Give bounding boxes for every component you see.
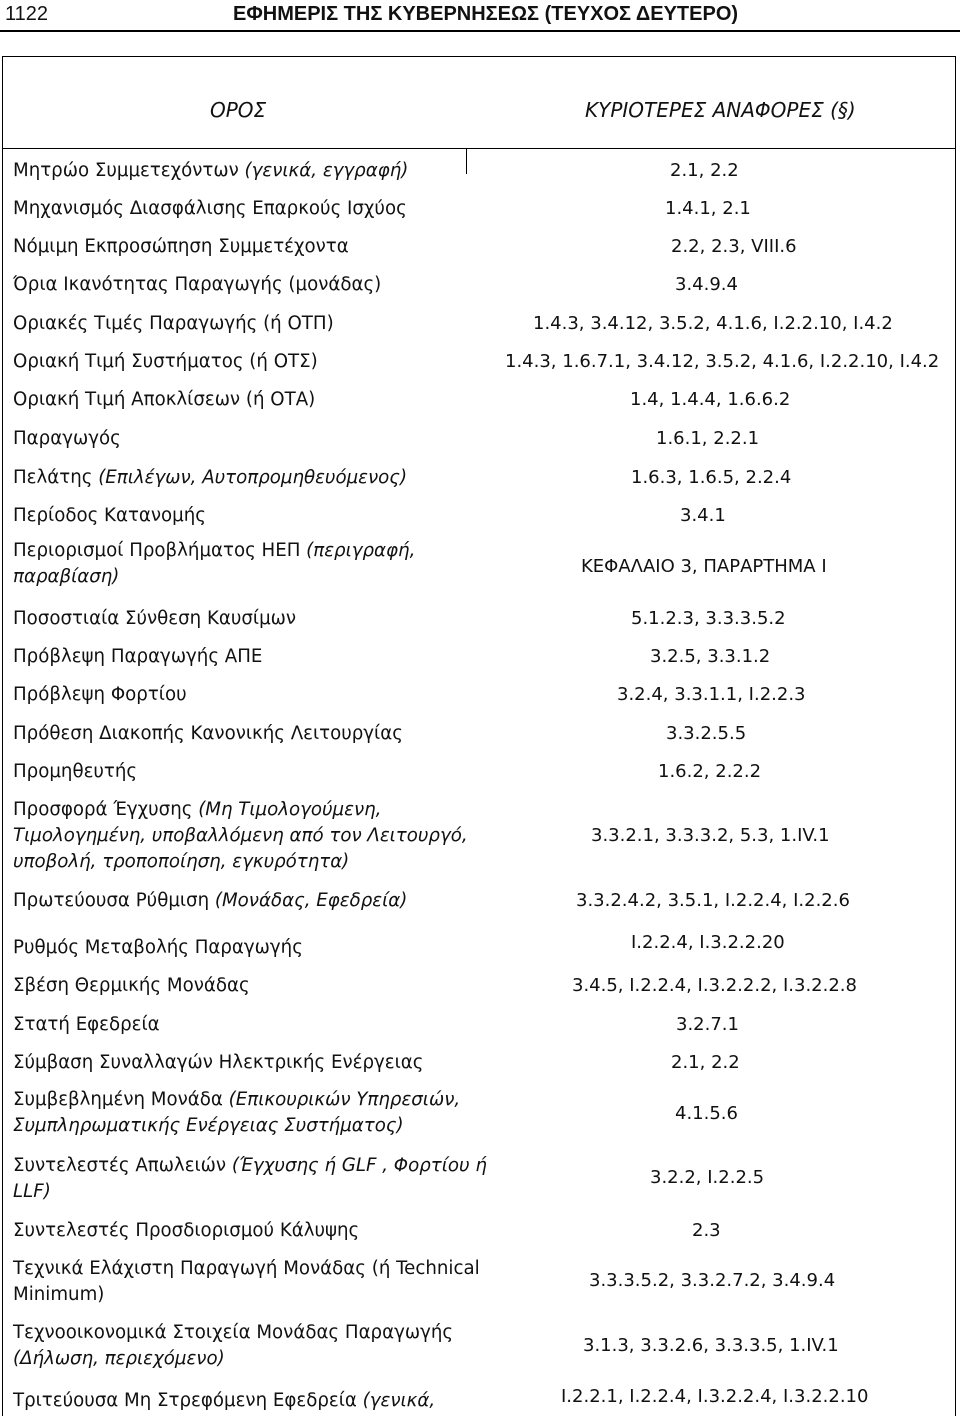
term-cell [13,1050,463,1076]
gazette-title: ΕΦΗΜΕΡΙΣ ΤΗΣ ΚΥΒΕΡΝΗΣΕΩΣ (ΤΕΥΧΟΣ ΔΕΥΤΕΡΟ) [233,3,739,25]
term-italic-text: (γενικά, [362,1390,436,1411]
term-text: Μηχανισμός Διασφάλισης Επαρκούς Ισχύος [13,198,407,219]
references-cell: 3.2.4, 3.3.1.1, I.2.2.3 [617,684,806,705]
references-cell: 1.6.3, 1.6.5, 2.2.4 [631,467,792,488]
term-italic-text: παραβίαση) [13,566,120,587]
term-cell [13,888,463,914]
term-text: Μητρώο Συμμετεχόντων [13,160,245,181]
references-cell: 2.1, 2.2 [671,1052,740,1073]
column-header-references: ΚΥΡΙΟΤΕΡΕΣ ΑΝΑΦΟΡΕΣ (§) [585,98,856,122]
term-italic-text: (Μονάδας, Εφεδρεία) [214,890,408,911]
term-cell [13,234,463,260]
references-cell: ΚΕΦΑΛΑΙΟ 3, ΠΑΡΑΡΤΗΜΑ Ι [581,556,827,577]
term-cell [13,272,463,298]
term-cell [13,311,463,337]
references-cell: 3.4.1 [680,505,726,526]
term-cell [13,973,463,999]
term-cell [13,759,463,785]
term-cell [13,1388,463,1414]
term-italic-text: υποβολή, τροποποίηση, εγκυρότητα) [13,851,350,872]
term-cell [13,1218,463,1244]
term-cell [13,797,468,875]
term-text: Περίοδος Κατανομής [13,505,206,526]
term-text: Ποσοστιαία Σύνθεση Καυσίμων [13,608,297,629]
references-cell: 2.2, 2.3, VIII.6 [671,236,797,257]
term-text: Συντελεστές Απωλειών [13,1155,232,1176]
term-italic-text: (Επικουρικών Υπηρεσιών, [228,1089,461,1110]
term-cell [13,503,463,529]
term-cell [13,606,463,632]
term-italic-text: (Επιλέγων, Αυτοπρομηθευόμενος) [98,467,408,488]
term-text: Προμηθευτής [13,761,138,782]
references-cell: 5.1.2.3, 3.3.3.5.2 [631,608,786,629]
term-cell [13,1256,480,1308]
term-cell [13,1012,463,1038]
term-italic-text: (Μη Τιμολογούμενη, [198,799,382,820]
term-cell [13,538,463,590]
references-cell: 3.4.9.4 [675,274,738,295]
term-cell [13,644,463,670]
term-cell [13,721,463,747]
references-cell: 1.4, 1.4.4, 1.6.6.2 [630,389,791,410]
term-text: Τεχνοοικονομικά Στοιχεία Μονάδας Παραγωγής [13,1322,454,1343]
term-text: Πρόβλεψη Παραγωγής ΑΠΕ [13,646,263,667]
term-text: Συμβεβλημένη Μονάδα [13,1089,229,1110]
references-cell: 2.3 [692,1220,721,1241]
references-cell: 3.3.2.5.5 [666,723,747,744]
references-cell: 1.4.1, 2.1 [665,198,751,219]
term-italic-text: Τιμολογημένη, υποβαλλόμενη από τον Λειτουργό, [13,825,468,846]
term-text: Οριακή Τιμή Συστήματος (ή ΟΤΣ) [13,351,318,372]
term-text: Minimum) [13,1284,105,1305]
references-cell: 3.3.2.1, 3.3.3.2, 5.3, 1.IV.1 [591,825,830,846]
term-italic-text: (γενικά, εγγραφή) [244,160,409,181]
term-italic-text: (Δήλωση, περιεχόμενο) [13,1348,225,1369]
term-italic-text: Συμπληρωματικής Ενέργειας Συστήματος) [13,1115,404,1136]
term-cell [13,196,463,222]
page-header [0,0,960,32]
term-cell [13,158,463,184]
term-text: Περιορισμοί Προβλήματος ΗΕΠ [13,540,307,561]
column-divider [466,148,467,174]
term-text: Σύμβαση Συναλλαγών Ηλεκτρικής Ενέργειας [13,1052,424,1073]
references-cell: 3.3.2.4.2, 3.5.1, I.2.2.4, I.2.2.6 [576,890,850,911]
references-cell: 2.1, 2.2 [670,160,739,181]
term-text: Τεχνικά Ελάχιστη Παραγωγή Μονάδας (ή Technical [13,1258,480,1279]
references-cell: 3.2.7.1 [676,1014,739,1035]
references-cell: 1.4.3, 3.4.12, 3.5.2, 4.1.6, I.2.2.10, I.4.2 [533,313,893,334]
term-cell [13,1087,463,1139]
term-text: Πρόβλεψη Φορτίου [13,684,187,705]
references-cell: 3.3.3.5.2, 3.3.2.7.2, 3.4.9.4 [589,1270,836,1291]
references-cell: 3.2.2, I.2.2.5 [650,1167,765,1188]
term-cell [13,682,463,708]
term-italic-text: (Έγχυσης ή GLF , Φορτίου ή [231,1155,487,1176]
term-text: Πρωτεύουσα Ρύθμιση [13,890,215,911]
term-cell [13,426,463,452]
header-rule [2,148,956,149]
term-text: Προσφορά Έγχυσης [13,799,199,820]
references-cell: 3.4.5, I.2.2.4, I.3.2.2.2, I.3.2.2.8 [572,975,857,996]
column-header-term: ΟΡΟΣ [210,98,267,122]
term-cell [13,387,463,413]
references-cell: 1.6.2, 2.2.2 [658,761,762,782]
term-cell [13,1320,463,1372]
term-text: Στατή Εφεδρεία [13,1014,160,1035]
references-cell: 1.6.1, 2.2.1 [656,428,760,449]
term-italic-text: LLF) [13,1181,51,1202]
term-text: Οριακή Τιμή Αποκλίσεων (ή ΟΤΑ) [13,389,316,410]
references-cell: 4.1.5.6 [675,1103,738,1124]
term-text: Πρόθεση Διακοπής Κανονικής Λειτουργίας [13,723,403,744]
references-cell: 1.4.3, 1.6.7.1, 3.4.12, 3.5.2, 4.1.6, I.2.2.10, I.4.2 [505,351,940,372]
term-text: Σβέση Θερμικής Μονάδας [13,975,250,996]
references-cell: 3.1.3, 3.3.2.6, 3.3.3.5, 1.IV.1 [583,1335,839,1356]
references-cell: I.2.2.1, I.2.2.4, I.3.2.2.4, I.3.2.2.10 [561,1386,869,1407]
term-text: Νόμιμη Εκπροσώπηση Συμμετέχοντα [13,236,349,257]
page-number: 1122 [5,3,49,25]
references-cell: I.2.2.4, I.3.2.2.20 [631,932,785,953]
term-text: Όρια Ικανότητας Παραγωγής (μονάδας) [13,274,382,295]
term-text: Συντελεστές Προσδιορισμού Κάλυψης [13,1220,360,1241]
term-cell [13,465,463,491]
term-text: Οριακές Τιμές Παραγωγής (ή ΟΤΠ) [13,313,334,334]
term-cell [13,1153,487,1205]
term-text: Πελάτης [13,467,99,488]
term-text: Παραγωγός [13,428,121,449]
term-italic-text: (περιγραφή, [306,540,416,561]
term-text: Τριτεύουσα Μη Στρεφόμενη Εφεδρεία [13,1390,363,1411]
term-cell [13,935,463,961]
references-cell: 3.2.5, 3.3.1.2 [650,646,771,667]
term-cell [13,349,463,375]
term-text: Ρυθμός Μεταβολής Παραγωγής [13,937,303,958]
